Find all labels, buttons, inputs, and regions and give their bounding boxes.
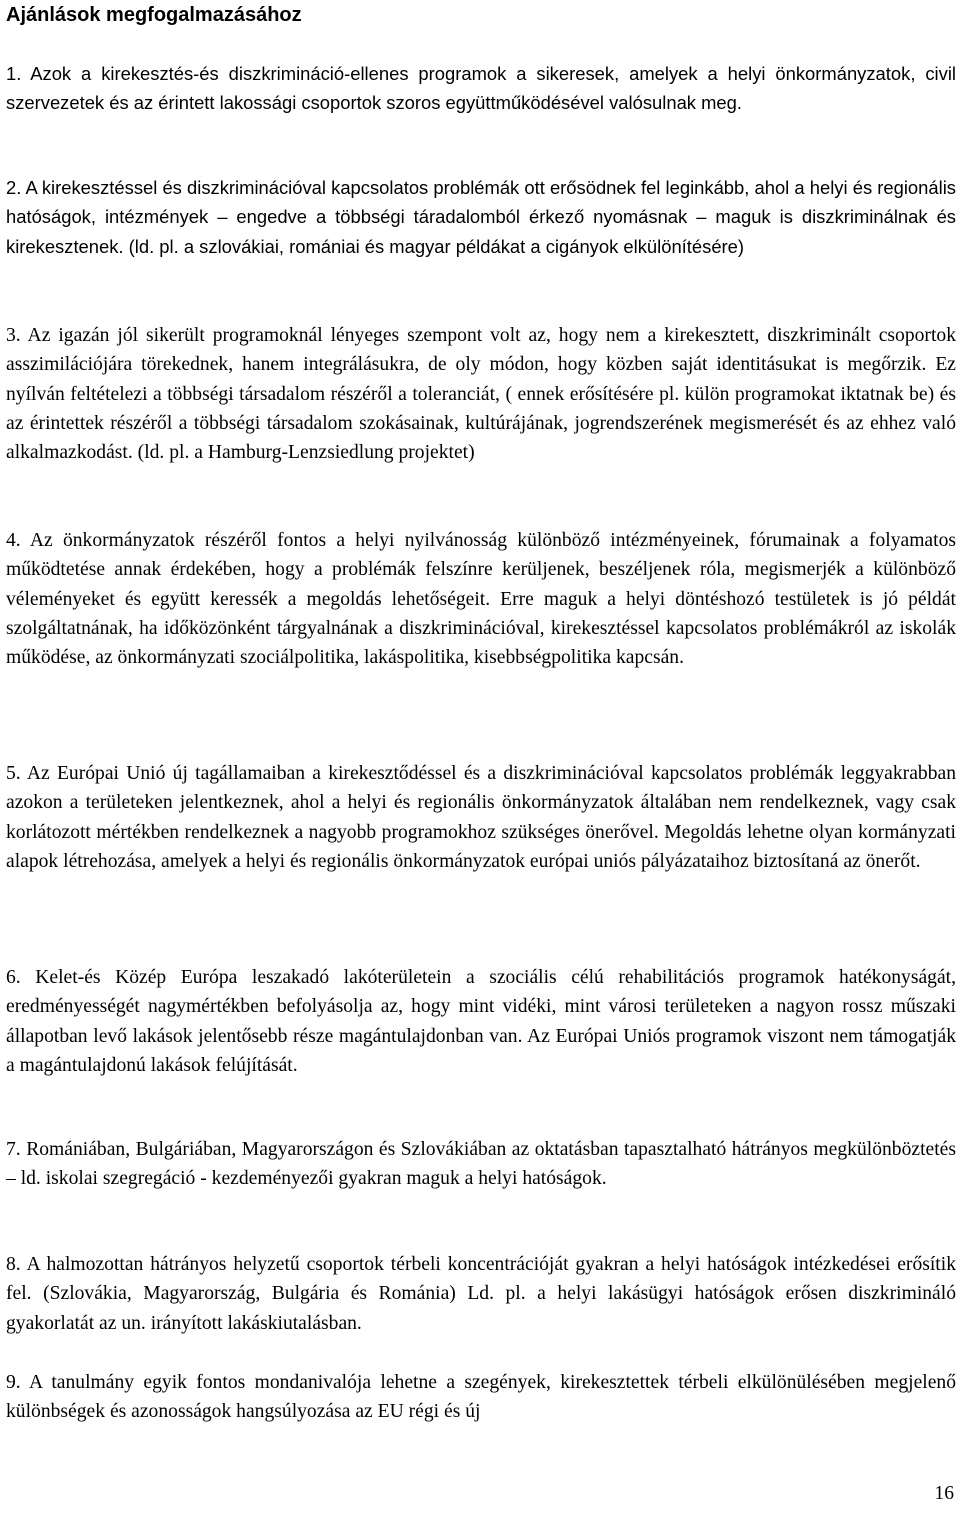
recommendation-4: 4. Az önkormányzatok részéről fontos a helyi nyilvánosság különböző intézményeinek, fórumainak a folyamatos működtetése annak érdekében, hogy a problémák felszínre kerüljenek, beszéljenek róla, megismerjék a különböző véleményeket és együtt keressék a megoldás lehetőségeit. Erre maguk a helyi döntéshozó testületek is jó példát szolgáltatnának, ha időközönként tárgyalnának a diszkriminációval, kirekesztéssel kapcsolatos problémákról az iskolák működése, az önkormányzati szociálpolitika, lakáspolitika, kisebbségpolitika kapcsán.: [6, 530, 956, 669]
recommendation-6: 6. Kelet-és Közép Európa leszakadó lakóterületein a szociális célú rehabilitációs programok hatékonyságát, eredményességét nagymértékben befolyásolja az, hogy mint vidéki, mint városi területeken a nagyon rossz műszaki állapotban levő lakások jelentősebb része magántulajdonban van. Az Európai Uniós programok viszont nem támogatják a magántulajdonú lakások felújítását.: [6, 967, 956, 1076]
recommendation-5: 5. Az Európai Unió új tagállamaiban a kirekesztődéssel és a diszkriminációval kapcsolatos problémák leggyakrabban azokon a területeken jelentkeznek, ahol a helyi és regionális önkormányzatok általában nem rendelkeznek, vagy csak korlátozott mértékben rendelkeznek a nagyobb programokhoz szükséges önerővel. Megoldás lehetne olyan kormányzati alapok létrehozása, amelyek a helyi és regionális önkormányzatok európai uniós pályázataihoz biztosítaná az önerőt.: [6, 763, 956, 872]
section-heading: Ajánlások megfogalmazásához: [6, 4, 302, 26]
recommendation-9: 9. A tanulmány egyik fontos mondanivalója lehetne a szegények, kirekesztettek térbeli elkülönülésében megjelenő különbségek és azonosságok hangsúlyozása az EU régi és új: [6, 1372, 956, 1423]
page-number: 16: [934, 1483, 954, 1504]
recommendation-7: 7. Romániában, Bulgáriában, Magyarországon és Szlovákiában az oktatásban tapasztalható hátrányos megkülönböztetés – ld. iskolai szegregáció - kezdeményezői gyakran maguk a helyi hatóságok.: [6, 1139, 956, 1190]
recommendation-8: 8. A halmozottan hátrányos helyzetű csoportok térbeli koncentrációját gyakran a helyi hatóságok intézkedései erősítik fel. (Szlovákia, Magyarország, Bulgária és Románia) Ld. pl. a helyi lakásügyi hatóságok erősen diszkrimináló gyakorlatát az un. irányított lakáskiutalásban.: [6, 1254, 956, 1334]
recommendation-1: 1. Azok a kirekesztés-és diszkrimináció-ellenes programok a sikeresek, amelyek a helyi önkormányzatok, civil szervezetek és az érintett lakossági csoportok szoros együttműködésével valósulnak meg.: [6, 63, 956, 114]
recommendation-2: 2. A kirekesztéssel és diszkriminációval kapcsolatos problémák ott erősödnek fel leginkább, ahol a helyi és regionális hatóságok, intézmények – engedve a többségi táradalomból érkező nyomásnak – maguk is diszkriminálnak és kirekesztenek. (ld. pl. a szlovákiai, romániai és magyar példákat a cigányok elkülönítésére): [6, 177, 956, 257]
recommendation-3: 3. Az igazán jól sikerült programoknál lényeges szempont volt az, hogy nem a kirekesztett, diszkriminált csoportok asszimilációjára törekednek, hanem integrálásukra, de oly módon, hogy közben saját identitásukat is megőrzik. Ez nyílván feltételezi a többségi társadalom részéről a toleranciát, ( ennek erősítésére pl. külön programokat iktatnak be) és az érintettek részéről a többségi társadalom szokásainak, kultúrájának, jogrendszerének megismerését és az ehhez való alkalmazkodást. (ld. pl. a Hamburg-Lenzsiedlung projektet): [6, 325, 956, 464]
